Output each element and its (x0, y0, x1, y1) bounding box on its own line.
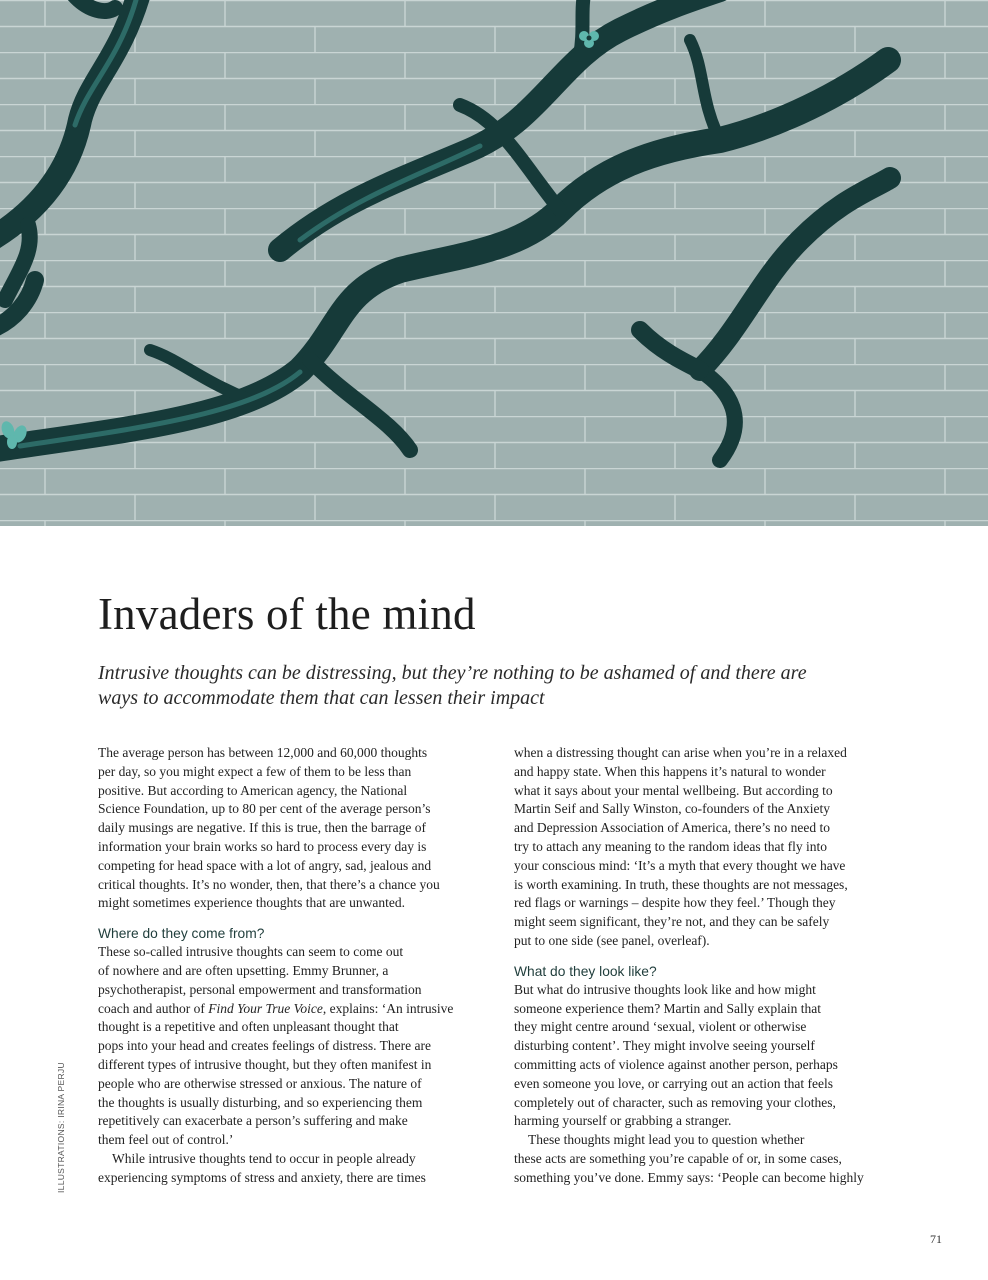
body-line: But what do intrusive thoughts look like and how might (514, 981, 816, 997)
body-line: of nowhere and are often upsetting. Emmy Brunner, a (98, 962, 389, 978)
article-standfirst: Intrusive thoughts can be distressing, but they’re nothing to be ashamed of and there are ways to accommodate them that can lessen their impact (98, 662, 807, 709)
body-line: red flags or warnings – despite how they feel.’ Though they (514, 895, 836, 911)
body-line: completely out of character, such as removing your clothes, (514, 1094, 836, 1110)
body-line: different types of intrusive thought, but they often manifest in (98, 1056, 432, 1072)
body-line: them feel out of control.’ (98, 1132, 234, 1148)
body-line: Science Foundation, up to 80 per cent of the average person’s (98, 801, 431, 817)
body-line: something you’ve done. Emmy says: ‘People can become highly (514, 1169, 864, 1185)
body-line: these acts are something you’re capable of or, in some cases, (514, 1150, 842, 1166)
article-title: Invaders of the mind (98, 589, 476, 639)
body-text: coach and author of (98, 1000, 205, 1016)
body-column-right (514, 744, 906, 1188)
body-line: disturbing content’. They might involve seeing yourself (514, 1038, 815, 1054)
body-line: might seem significant, they’re not, and they can be safely (514, 914, 830, 930)
body-line: and Depression Association of America, there’s no need to (514, 820, 831, 836)
body-line: psychotherapist, personal empowerment and transformation (98, 981, 422, 997)
body-line: Martin Seif and Sally Winston, co-founders of the Anxiety (514, 801, 831, 817)
body-line: and happy state. When this happens it’s natural to wonder (514, 763, 826, 779)
body-line: thought is a repetitive and often unpleasant thought that (98, 1019, 399, 1035)
body-line: These thoughts might lead you to question whether (528, 1132, 805, 1148)
body-line: experiencing symptoms of stress and anxiety, there are times (98, 1169, 426, 1185)
body-line: what it says about your mental wellbeing. But according to (514, 782, 833, 798)
body-line: even someone you love, or carrying out an action that feels (514, 1075, 834, 1091)
body-line: repetitively can exacerbate a person’s suffering and make (98, 1113, 408, 1129)
body-line: is worth examining. In truth, these thoughts are not messages, (514, 876, 848, 892)
illustration-credit (56, 1063, 70, 1193)
body-text: , explains: ‘An intrusive (322, 1000, 454, 1016)
body-line: pops into your head and creates feelings of distress. There are (98, 1038, 432, 1054)
body-column-left (98, 744, 490, 1188)
page-number: 71 (930, 1232, 942, 1246)
body-line: when a distressing thought can arise when you’re in a relaxed (514, 745, 847, 760)
body-line: The average person has between 12,000 and 60,000 thoughts (98, 745, 428, 760)
body-line: competing for head space with a lot of angry, sad, jealous and (98, 857, 432, 873)
body-line (98, 1000, 490, 1019)
brick-wall-illustration (0, 0, 988, 526)
subheading-what: What do they look like? (514, 963, 657, 979)
body-line: critical thoughts. It’s no wonder, then, that there’s a chance you (98, 876, 440, 892)
body-line: committing acts of violence against another person, perhaps (514, 1056, 838, 1072)
subheading-where: Where do they come from? (98, 926, 265, 942)
body-line: put to one side (see panel, overleaf). (514, 932, 710, 948)
body-line: harming yourself or grabbing a stranger. (514, 1113, 732, 1129)
book-title: Find Your True Voice (208, 1000, 323, 1016)
body-line: These so-called intrusive thoughts can seem to come out (98, 944, 404, 960)
hero-illustration (0, 0, 988, 526)
body-line: While intrusive thoughts tend to occur in people already (112, 1150, 416, 1166)
body-line: they might centre around ‘sexual, violent or otherwise (514, 1019, 807, 1035)
body-line: positive. But according to American agency, the National (98, 782, 408, 798)
body-line: the thoughts is usually disturbing, and so experiencing them (98, 1094, 423, 1110)
body-line: someone experience them? Martin and Sally explain that (514, 1000, 822, 1016)
body-line: per day, so you might expect a few of them to be less than (98, 763, 412, 779)
body-line: your conscious mind: ‘It’s a myth that every thought we have (514, 857, 846, 873)
body-line: might sometimes experience thoughts that are unwanted. (98, 895, 406, 911)
body-line: try to attach any meaning to the random ideas that fly into (514, 838, 828, 854)
body-line: daily musings are negative. If this is true, then the barrage of (98, 820, 427, 836)
illustration-credit-text: ILLUSTRATIONS: IRINA PERJU (56, 1062, 66, 1193)
body-line: people who are otherwise stressed or anxious. The nature of (98, 1075, 422, 1091)
body-line: information your brain works so hard to process every day is (98, 838, 427, 854)
